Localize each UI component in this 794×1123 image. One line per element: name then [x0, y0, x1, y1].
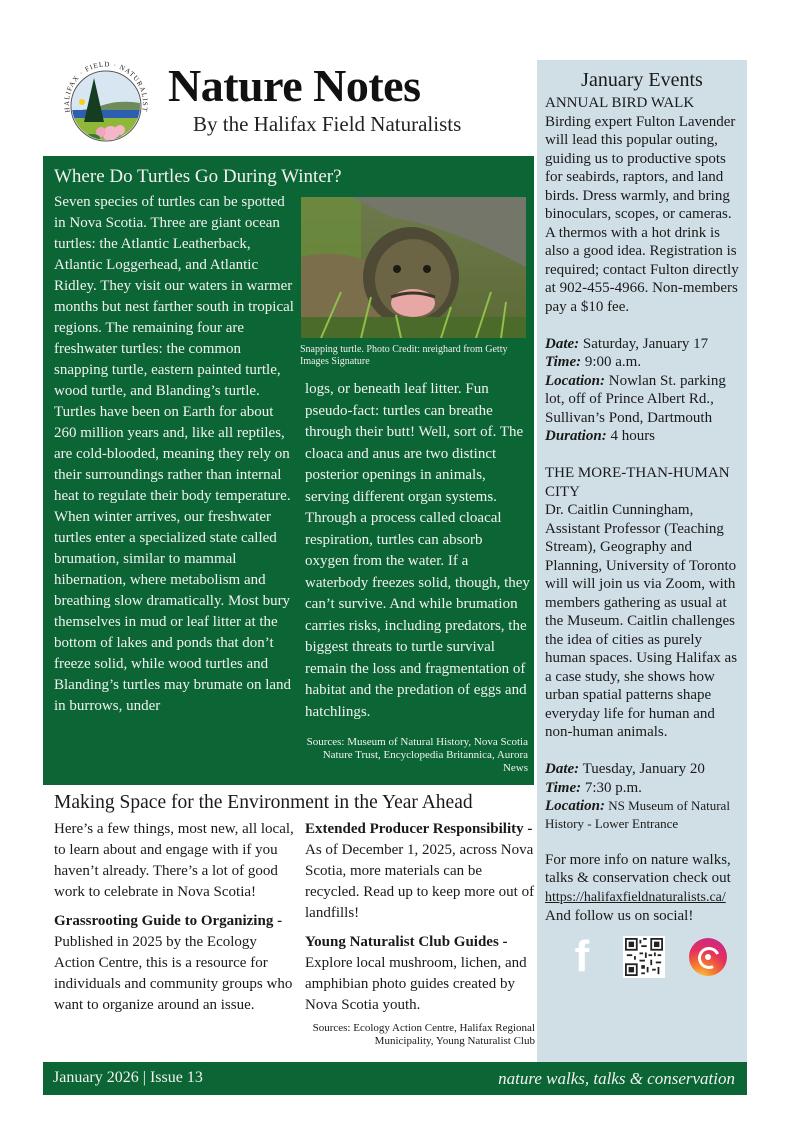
instagram-icon[interactable]	[689, 938, 727, 976]
section2-intro: Here’s a few things, most new, all local, to learn about and engage with if you haven’t already. There’s a lot of good work to celebrate in Nova Scotia!	[54, 821, 294, 900]
photo-caption: Snapping turtle. Photo Credit: nreighard from Getty Images Signature	[300, 344, 508, 367]
logo-ring-text: HALIFAX · FIELD · NATURALIST	[62, 60, 150, 114]
section2-column-2	[305, 819, 535, 1048]
feature-column-2: logs, or beneath leaf litter. Fun pseudo-fact: turtles can breathe through their butt! Well, sort of. The cloaca and anus are two distinct posterior openings in animals, serving different organ systems. Through a process called cloacal respiration, turtles can absorb oxygen from the water. If a waterbody freezes solid, though, they can’t survive. And while brumation carries risks, including predators, the biggest threats to turtle survival remain the loss and fragmentation of habitat and the predation of eggs and hatchlings.	[305, 381, 530, 720]
follow-text: And follow us on social!	[545, 908, 694, 924]
event-date: Date: Saturday, January 17	[545, 335, 709, 352]
footer-band	[43, 1062, 747, 1095]
social-icons	[545, 926, 739, 981]
qr-code-icon[interactable]	[623, 936, 665, 978]
feature-heading: Where Do Turtles Go During Winter?	[54, 166, 342, 187]
event-description: Dr. Caitlin Cunningham, Assistant Professor (Teaching Stream), Geography and Planning, University of Toronto will will join us via Zoom, with members gathering as usual at the Museum. Caitlin challenges the idea of cities as purely human spaces. Using Halifax as a case study, she shows how urban spatial patterns shape everyday life for human and non-human animals.	[545, 502, 738, 740]
section2-sources: Sources: Ecology Action Centre, Halifax Regional Municipality, Young Naturalist Club	[312, 1022, 535, 1047]
snapping-turtle-photo	[301, 197, 526, 338]
halifax-field-naturalists-logo	[56, 60, 156, 152]
event-location: Location: Nowlan St. parking lot, off of Prince Albert Rd., Sullivan’s Pond, Dartmouth	[545, 372, 726, 426]
item-extended-producer-responsibility: Extended Producer Responsibility - As of December 1, 2025, across Nova Scotia, more materials can be recycled. Read up to keep more out of landfills!	[305, 821, 535, 921]
item-young-naturalist-club: Young Naturalist Club Guides - Explore local mushroom, lichen, and amphibian photo guides created by Nova Scotia youth.	[305, 934, 527, 1013]
section2-heading: Making Space for the Environment in the Year Ahead	[54, 792, 473, 813]
events-sidebar	[537, 60, 747, 1062]
event-location: Location: NS Museum of Natural History - Lower Entrance	[545, 798, 730, 831]
feature-column-1: Seven species of turtles can be spotted in Nova Scotia. Three are giant ocean turtles: the Atlantic Leatherback, Atlantic Loggerhead, and Atlantic Ridley. They visit our waters in warmer months but nest farther south in tropical regions. The remaining four are freshwater turtles: the common snapping turtle, eastern painted turtle, wood turtle, and Blanding’s turtle. Turtles have been on Earth for about 260 million years and, like all reptiles, are cold-blooded, meaning they rely on their surroundings rather than internal heat to regulate their body temperature. When winter arrives, our freshwater turtles enter a specialized state called brumation, similar to mammal hibernation, where metabolism and breathing slow dramatically. Most bury themselves in mud or leaf litter at the bottom of lakes and ponds that don’t freeze solid, while wood turtles and Blanding’s turtles may brumate on land in burrows, under	[54, 194, 294, 714]
feature-sources: Sources: Museum of Natural History, Nova Scotia Nature Trust, Encyclopedia Britannica, Aurora News	[306, 736, 528, 774]
event-date: Date: Tuesday, January 20	[545, 761, 705, 777]
feature-article	[43, 156, 534, 785]
event-time: Time: 9:00 a.m.	[545, 354, 642, 370]
website-link[interactable]: https://halifaxfieldnaturalists.ca/	[545, 889, 726, 905]
sidebar-title: January Events	[581, 69, 703, 91]
newsletter-subtitle: By the Halifax Field Naturalists	[193, 112, 462, 136]
event-name: THE MORE-THAN-HUMAN CITY	[545, 465, 730, 500]
event-bird-walk	[545, 94, 739, 446]
event-more-than-human-city	[545, 464, 739, 832]
event-duration: Duration: 4 hours	[545, 428, 656, 444]
item-grassrooting-guide: Grassrooting Guide to Organizing - Published in 2025 by the Ecology Action Centre, this is a resource for individuals and community groups who want to organize around an issue.	[54, 913, 293, 1013]
event-time: Time: 7:30 p.m.	[545, 779, 642, 796]
more-info-text: For more info on nature walks, talks & conservation check out	[545, 851, 731, 886]
event-description: Birding expert Fulton Lavender will lead this popular outing, guiding us to productive spots for seabirds, raptors, and land birds. Dress warmly, and bring binoculars, scopes, or cameras. A thermos with a hot drink is also a good idea. Registration is required; contact Fulton directly at 902-455-4966. Non-members pay a $10 fee.	[545, 113, 739, 315]
issue-info: January 2026 | Issue 13	[53, 1069, 203, 1086]
event-name: ANNUAL BIRD WALK	[545, 95, 695, 111]
newsletter-title: Nature Notes	[168, 60, 421, 111]
facebook-icon[interactable]: f	[574, 931, 590, 981]
section2-column-1	[54, 819, 294, 1024]
footer-tagline: nature walks, talks & conservation	[498, 1069, 735, 1088]
